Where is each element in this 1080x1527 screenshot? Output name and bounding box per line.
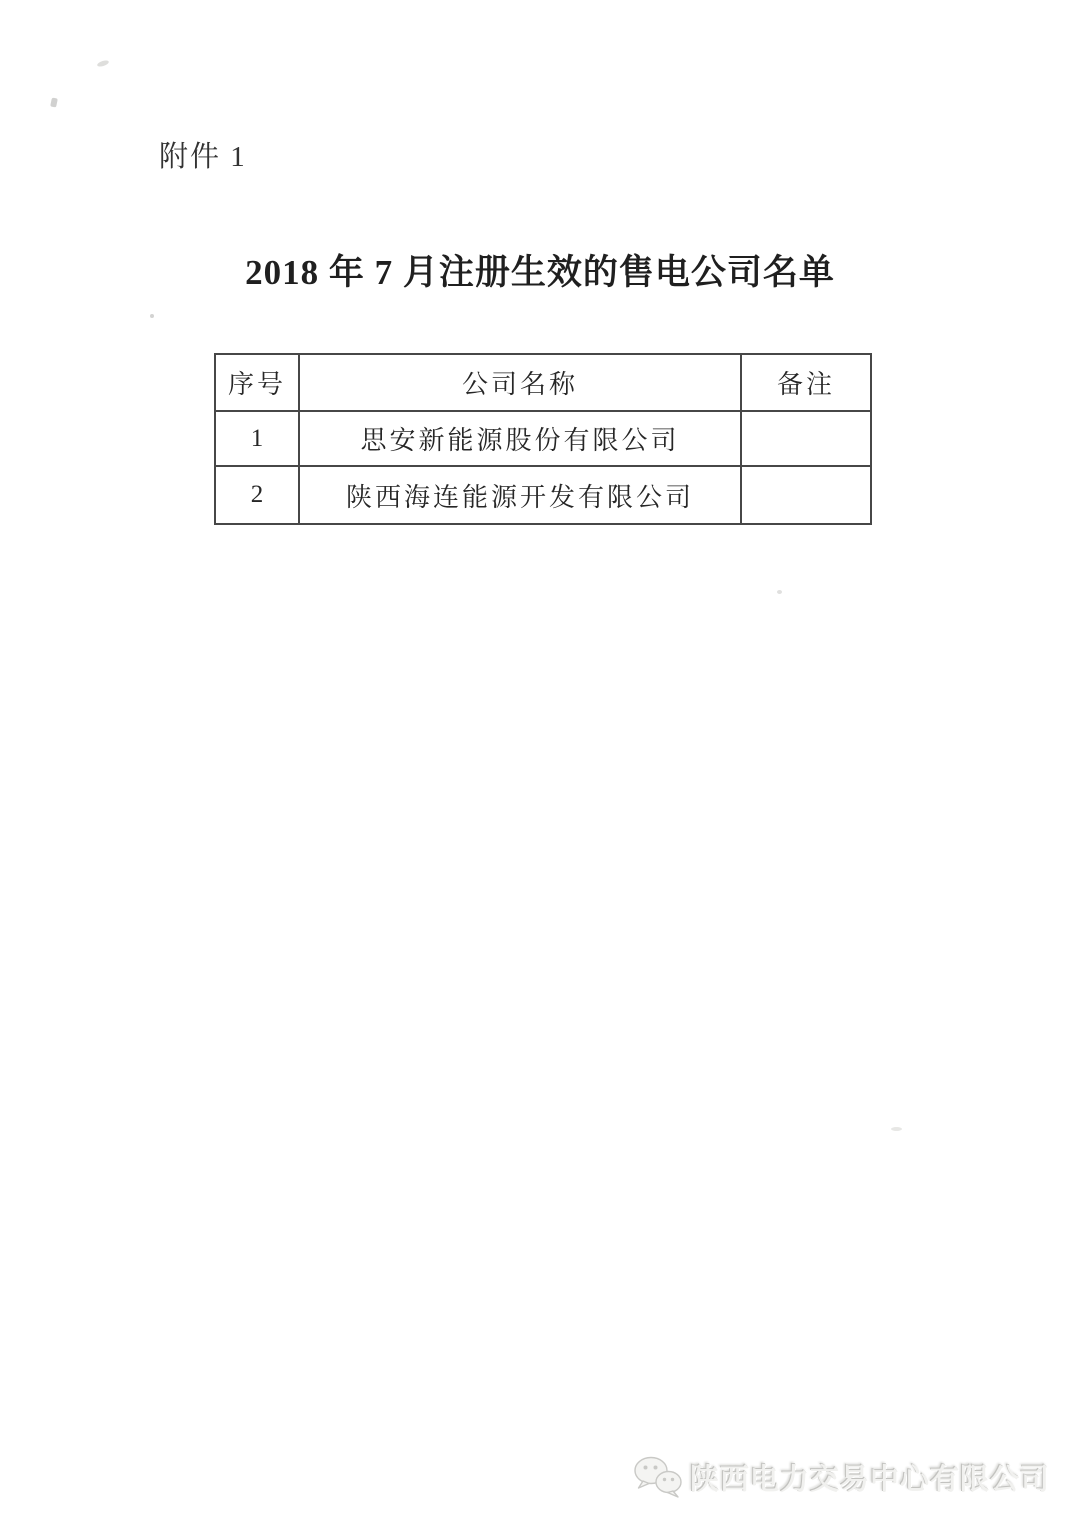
footer-watermark [632,1446,1050,1508]
table-row [215,411,871,466]
cell-company: 陕西海连能源开发有限公司 [299,466,741,524]
scan-speck [50,97,58,107]
table-header-row [215,354,871,411]
col-header-company: 公司名称 [299,354,741,411]
cell-remark [741,466,871,524]
table-row [215,466,871,524]
scan-speck [777,590,782,594]
page-title: 2018 年 7 月注册生效的售电公司名单 [245,253,835,292]
col-header-serial: 序号 [215,354,299,411]
cell-remark [741,411,871,466]
footer-org-name: 陕西电力交易中心有限公司 [689,1463,1050,1496]
scan-speck [97,59,110,67]
cell-serial: 1 [215,411,299,466]
scan-speck [891,1127,902,1131]
cell-serial: 2 [215,466,299,524]
col-header-remark: 备注 [741,354,871,411]
attachment-label: 附件 1 [159,141,247,173]
wechat-logo-icon [632,1454,684,1500]
scan-speck [150,314,154,318]
cell-company: 思安新能源股份有限公司 [299,411,741,466]
company-table [214,353,872,525]
